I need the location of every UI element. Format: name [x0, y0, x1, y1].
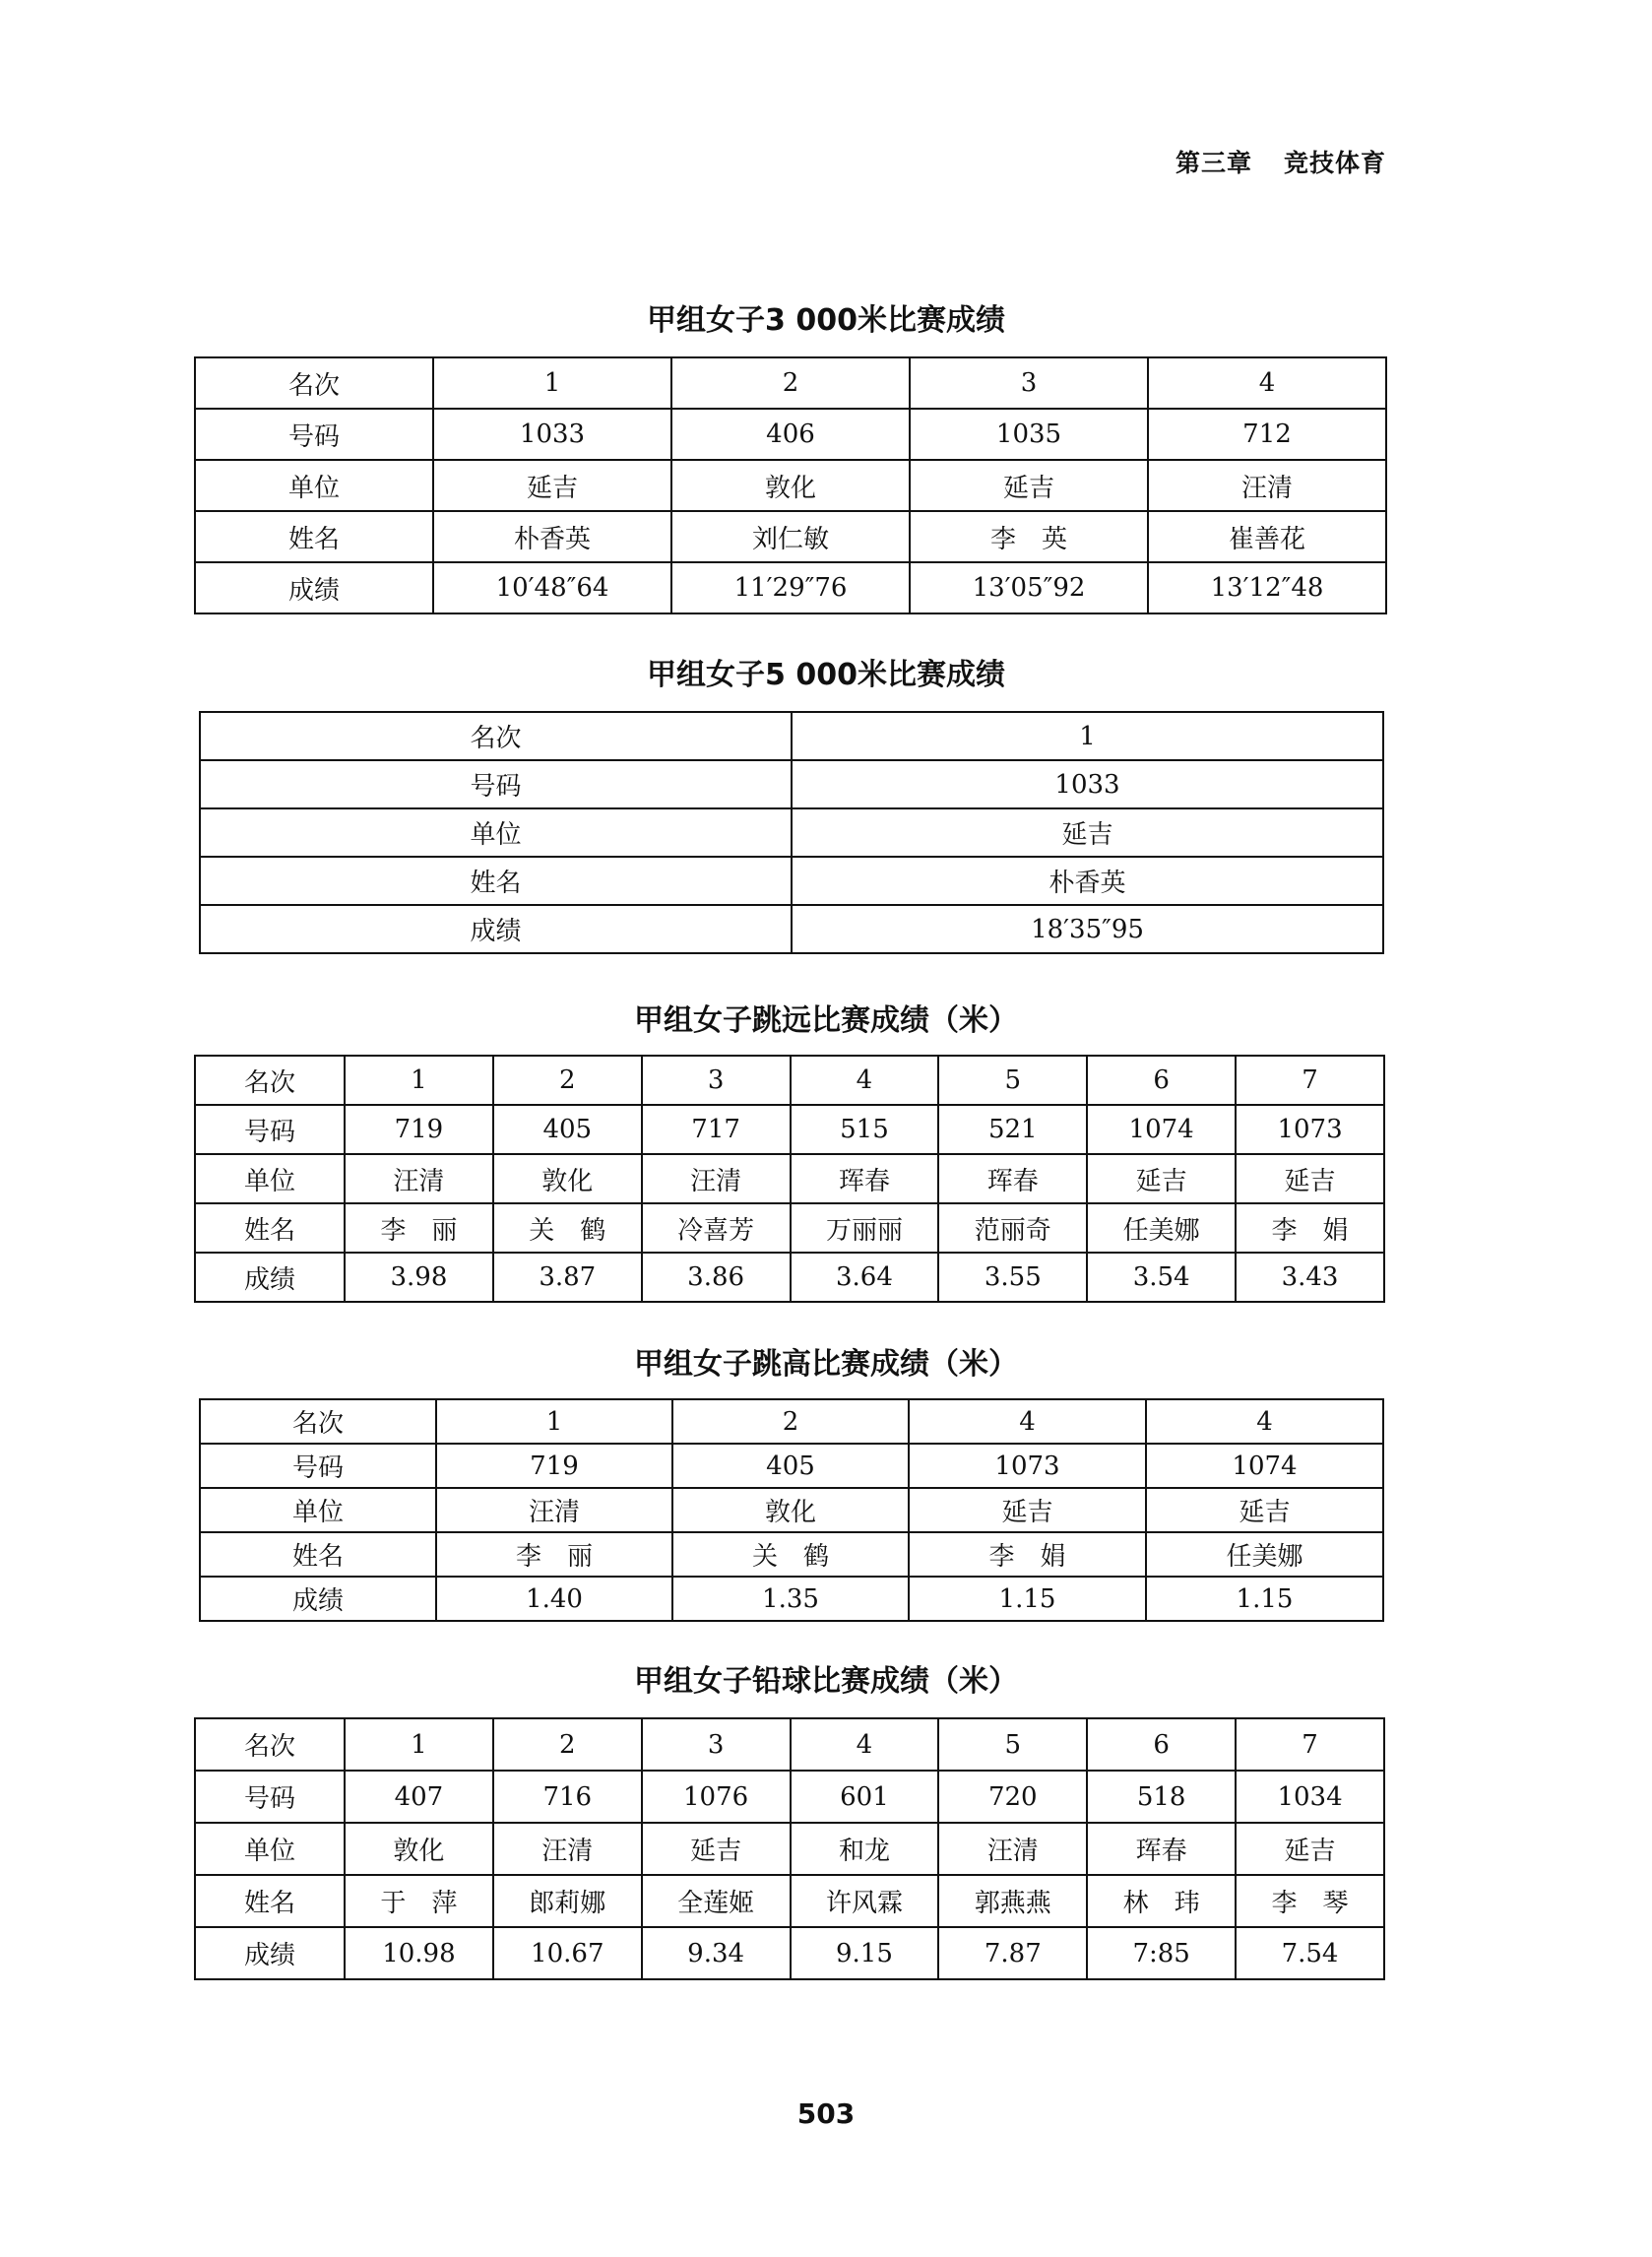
chapter-number: 第三章	[1175, 149, 1252, 177]
table-title-high-jump: 甲组女子跳高比赛成绩（米）	[634, 1347, 1018, 1382]
table-cell: 4	[1148, 357, 1386, 409]
table-row	[200, 1444, 1383, 1488]
table-cell: 崔善花	[1148, 511, 1386, 562]
table-cell: 515	[791, 1105, 939, 1154]
table-cell: 1033	[792, 760, 1383, 808]
row-label: 号码	[195, 1105, 345, 1154]
table-cell: 2	[493, 1718, 642, 1771]
table-cell: 朴香英	[792, 857, 1383, 905]
table-cell: 407	[345, 1771, 493, 1823]
table-cell: 1073	[909, 1444, 1146, 1488]
row-label: 姓名	[195, 511, 433, 562]
table-row	[195, 1154, 1384, 1203]
row-label: 单位	[195, 460, 433, 511]
table-cell: 7	[1236, 1718, 1384, 1771]
table-cell: 9.34	[642, 1927, 791, 1979]
table-cell: 4	[909, 1399, 1146, 1444]
table-cell: 1.15	[1146, 1577, 1383, 1621]
row-label: 姓名	[200, 1532, 436, 1577]
table-cell: 延吉	[1146, 1488, 1383, 1532]
table-row	[195, 511, 1386, 562]
table-cell: 3.87	[493, 1253, 642, 1302]
table-cell: 李 丽	[436, 1532, 672, 1577]
row-label: 名次	[195, 357, 433, 409]
table-cell: 冷喜芳	[642, 1203, 791, 1253]
row-label: 成绩	[195, 1927, 345, 1979]
table-row	[200, 1488, 1383, 1532]
table-row	[200, 1532, 1383, 1577]
table-cell: 林 玮	[1087, 1875, 1236, 1927]
table-cell: 李 丽	[345, 1203, 493, 1253]
table-cell: 许风霖	[791, 1875, 939, 1927]
table-cell: 3	[642, 1718, 791, 1771]
table-cell: 关 鹤	[493, 1203, 642, 1253]
table-cell: 敦化	[672, 1488, 909, 1532]
table-cell: 刘仁敏	[671, 511, 910, 562]
table-cell: 7:85	[1087, 1927, 1236, 1979]
table-cell: 719	[345, 1105, 493, 1154]
row-label: 号码	[195, 1771, 345, 1823]
table-row	[195, 1771, 1384, 1823]
table-cell: 1074	[1087, 1105, 1236, 1154]
table-cell: 郎莉娜	[493, 1875, 642, 1927]
table-row	[195, 1056, 1384, 1105]
table-cell: 6	[1087, 1718, 1236, 1771]
table-cell: 范丽奇	[938, 1203, 1087, 1253]
table-row	[200, 760, 1383, 808]
table-title-shot-put: 甲组女子铅球比赛成绩（米）	[634, 1664, 1018, 1699]
table-cell: 7.87	[938, 1927, 1087, 1979]
table-row	[195, 1823, 1384, 1875]
table-cell: 珲春	[938, 1154, 1087, 1203]
table-row	[200, 712, 1383, 760]
row-label: 成绩	[195, 562, 433, 613]
table-cell: 于 萍	[345, 1875, 493, 1927]
chapter-header	[1175, 144, 1386, 179]
table-cell: 延吉	[433, 460, 671, 511]
table-cell: 任美娜	[1087, 1203, 1236, 1253]
table-cell: 720	[938, 1771, 1087, 1823]
table-cell: 李 琴	[1236, 1875, 1384, 1927]
table-cell: 719	[436, 1444, 672, 1488]
table-cell: 1076	[642, 1771, 791, 1823]
table-title-3000m: 甲组女子3 000米比赛成绩	[647, 303, 1005, 338]
row-label: 单位	[195, 1823, 345, 1875]
table-cell: 延吉	[1236, 1823, 1384, 1875]
table-cell: 9.15	[791, 1927, 939, 1979]
table-cell: 李 英	[910, 511, 1148, 562]
table-cell: 13′05″92	[910, 562, 1148, 613]
row-label: 姓名	[200, 857, 792, 905]
table-cell: 李 娟	[909, 1532, 1146, 1577]
table-cell: 汪清	[938, 1823, 1087, 1875]
table-cell: 汪清	[1148, 460, 1386, 511]
table-cell: 全莲姬	[642, 1875, 791, 1927]
table-cell: 3.64	[791, 1253, 939, 1302]
table-cell: 珲春	[1087, 1823, 1236, 1875]
table-cell: 1	[345, 1718, 493, 1771]
table-cell: 朴香英	[433, 511, 671, 562]
table-cell: 6	[1087, 1056, 1236, 1105]
table-cell: 4	[791, 1056, 939, 1105]
table-cell: 1	[436, 1399, 672, 1444]
table-cell: 3	[642, 1056, 791, 1105]
table-cell: 18′35″95	[792, 905, 1383, 953]
table-row	[195, 1253, 1384, 1302]
row-label: 号码	[195, 409, 433, 460]
table-cell: 3.55	[938, 1253, 1087, 1302]
table-cell: 延吉	[792, 808, 1383, 857]
table-cell: 延吉	[642, 1823, 791, 1875]
row-label: 成绩	[200, 905, 792, 953]
table-cell: 1	[433, 357, 671, 409]
table-cell: 4	[791, 1718, 939, 1771]
results-table-5000m	[199, 711, 1384, 954]
table-cell: 敦化	[345, 1823, 493, 1875]
table-cell: 405	[493, 1105, 642, 1154]
row-label: 号码	[200, 1444, 436, 1488]
table-title-5000m: 甲组女子5 000米比赛成绩	[647, 658, 1005, 692]
row-label: 姓名	[195, 1203, 345, 1253]
table-cell: 3	[910, 357, 1148, 409]
table-cell: 敦化	[671, 460, 910, 511]
table-cell: 10.98	[345, 1927, 493, 1979]
table-cell: 11′29″76	[671, 562, 910, 613]
row-label: 单位	[200, 1488, 436, 1532]
table-cell: 任美娜	[1146, 1532, 1383, 1577]
table-cell: 2	[671, 357, 910, 409]
table-row	[195, 1105, 1384, 1154]
table-cell: 716	[493, 1771, 642, 1823]
table-cell: 1	[792, 712, 1383, 760]
table-cell: 延吉	[910, 460, 1148, 511]
table-cell: 5	[938, 1718, 1087, 1771]
table-cell: 3.86	[642, 1253, 791, 1302]
table-cell: 712	[1148, 409, 1386, 460]
table-cell: 405	[672, 1444, 909, 1488]
chapter-title: 竞技体育	[1283, 149, 1386, 177]
row-label: 姓名	[195, 1875, 345, 1927]
table-row	[195, 357, 1386, 409]
row-label: 名次	[195, 1718, 345, 1771]
table-cell: 1073	[1236, 1105, 1384, 1154]
table-row	[200, 1577, 1383, 1621]
table-cell: 1034	[1236, 1771, 1384, 1823]
table-cell: 5	[938, 1056, 1087, 1105]
page-number: 503	[796, 2097, 856, 2130]
table-cell: 汪清	[493, 1823, 642, 1875]
table-cell: 601	[791, 1771, 939, 1823]
row-label: 号码	[200, 760, 792, 808]
table-cell: 7.54	[1236, 1927, 1384, 1979]
table-cell: 10.67	[493, 1927, 642, 1979]
table-cell: 10′48″64	[433, 562, 671, 613]
table-cell: 1035	[910, 409, 1148, 460]
results-table-shot-put	[194, 1717, 1385, 1980]
table-cell: 3.98	[345, 1253, 493, 1302]
table-row	[200, 857, 1383, 905]
table-cell: 1	[345, 1056, 493, 1105]
table-cell: 4	[1146, 1399, 1383, 1444]
row-label: 单位	[200, 808, 792, 857]
table-cell: 珲春	[791, 1154, 939, 1203]
table-row	[195, 1875, 1384, 1927]
table-cell: 敦化	[493, 1154, 642, 1203]
row-label: 单位	[195, 1154, 345, 1203]
table-cell: 关 鹤	[672, 1532, 909, 1577]
results-table-high-jump	[199, 1398, 1384, 1622]
row-label: 名次	[200, 1399, 436, 1444]
table-row	[195, 1718, 1384, 1771]
table-row	[195, 1203, 1384, 1253]
table-cell: 延吉	[1236, 1154, 1384, 1203]
table-cell: 518	[1087, 1771, 1236, 1823]
table-row	[195, 460, 1386, 511]
table-cell: 郭燕燕	[938, 1875, 1087, 1927]
table-cell: 汪清	[642, 1154, 791, 1203]
table-cell: 延吉	[1087, 1154, 1236, 1203]
table-cell: 1.35	[672, 1577, 909, 1621]
table-cell: 3.43	[1236, 1253, 1384, 1302]
table-title-long-jump: 甲组女子跳远比赛成绩（米）	[634, 1003, 1018, 1038]
table-cell: 1.15	[909, 1577, 1146, 1621]
table-row	[200, 1399, 1383, 1444]
results-table-long-jump	[194, 1055, 1385, 1303]
table-cell: 406	[671, 409, 910, 460]
row-label: 名次	[200, 712, 792, 760]
row-label: 名次	[195, 1056, 345, 1105]
table-cell: 7	[1236, 1056, 1384, 1105]
table-row	[195, 562, 1386, 613]
table-cell: 1074	[1146, 1444, 1383, 1488]
table-cell: 521	[938, 1105, 1087, 1154]
table-row	[195, 1927, 1384, 1979]
table-cell: 和龙	[791, 1823, 939, 1875]
table-cell: 1033	[433, 409, 671, 460]
table-row	[200, 905, 1383, 953]
table-cell: 2	[493, 1056, 642, 1105]
table-row	[195, 409, 1386, 460]
table-row	[200, 808, 1383, 857]
table-cell: 汪清	[345, 1154, 493, 1203]
table-cell: 万丽丽	[791, 1203, 939, 1253]
table-cell: 汪清	[436, 1488, 672, 1532]
table-cell: 2	[672, 1399, 909, 1444]
row-label: 成绩	[195, 1253, 345, 1302]
table-cell: 13′12″48	[1148, 562, 1386, 613]
table-cell: 延吉	[909, 1488, 1146, 1532]
table-cell: 1.40	[436, 1577, 672, 1621]
row-label: 成绩	[200, 1577, 436, 1621]
table-cell: 717	[642, 1105, 791, 1154]
results-table-3000m	[194, 356, 1387, 614]
table-cell: 李 娟	[1236, 1203, 1384, 1253]
table-cell: 3.54	[1087, 1253, 1236, 1302]
